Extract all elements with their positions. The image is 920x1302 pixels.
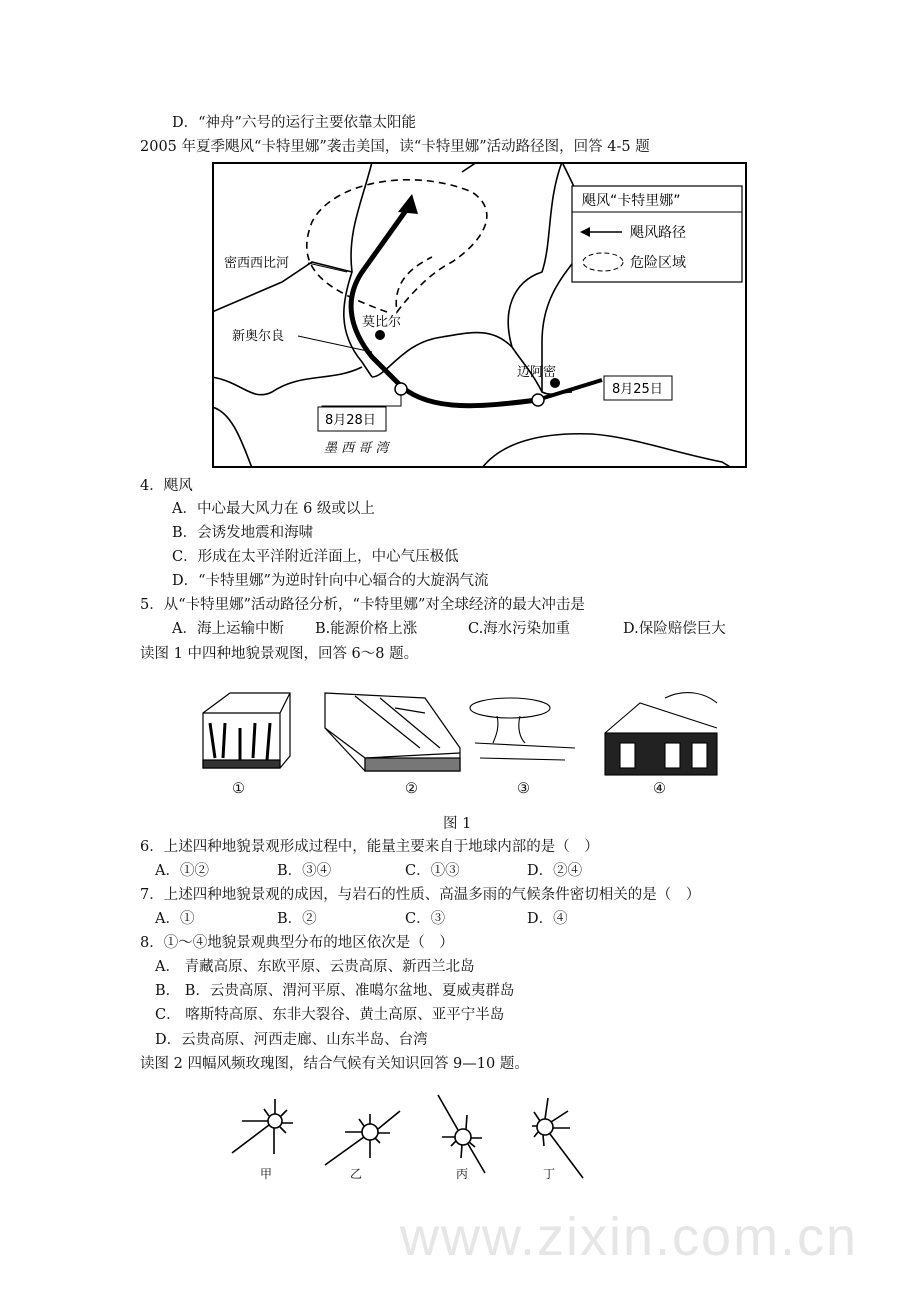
q5-option-b: B.能源价格上涨 <box>315 621 418 637</box>
legend-title: 飓风“卡特里娜” <box>582 193 681 209</box>
label-aug-28: 8月28日 <box>325 413 376 428</box>
q6-option-b: B．③④ <box>277 863 332 879</box>
intro-questions-4-5: 2005 年夏季飓风“卡特里娜”袭击美国，读“卡特里娜”活动路径图，回答 4-5 题 <box>140 139 650 155</box>
q8-option-c: C． 喀斯特高原、东非大裂谷、黄土高原、亚平宁半岛 <box>155 1007 505 1023</box>
wind-rose-label-jia: 甲 <box>260 1167 273 1181</box>
q5-option-d: D.保险赔偿巨大 <box>623 621 726 637</box>
wind-rose-ding <box>532 1098 583 1178</box>
q4-option-d: D．“卡特里娜”为逆时针向中心辐合的大旋涡气流 <box>172 573 489 589</box>
legend-path-label: 飓风路径 <box>630 225 686 241</box>
q7-option-c: C．③ <box>405 911 446 927</box>
label-new-orleans: 新奥尔良 <box>232 329 285 344</box>
q4-stem: 4．飓风 <box>140 478 193 494</box>
q8-option-b: B． B．云贵高原、渭河平原、准噶尔盆地、夏威夷群岛 <box>155 983 515 999</box>
q8-stem: 8．①～④地貌景观典型分布的地区依次是（ ） <box>140 935 454 951</box>
wind-rose-bing <box>438 1095 485 1173</box>
previous-question-option-d: D．“神舟”六号的运行主要依靠太阳能 <box>172 115 416 131</box>
label-mississippi: 密西西比河 <box>224 256 290 271</box>
q8-option-a: A． 青藏高原、东欧平原、云贵高原、新西兰北岛 <box>155 959 475 975</box>
landform-volcano-tropical <box>605 693 717 775</box>
watermark: www.zixin.com.cn <box>400 1207 859 1267</box>
wind-rose-label-ding: 丁 <box>543 1167 556 1181</box>
legend-danger-label: 危险区域 <box>630 255 686 271</box>
q6-option-a: A．①② <box>155 863 209 879</box>
hurricane-katrina-map <box>212 162 747 468</box>
landform-rift-block <box>325 693 460 771</box>
q5-option-c: C.海水污染加重 <box>468 621 571 637</box>
q5-stem: 5．从“卡特里娜”活动路径分析，“卡特里娜”对全球经济的最大冲击是 <box>140 597 585 613</box>
intro-questions-6-8: 读图 1 中四种地貌景观图，回答 6～8 题。 <box>140 646 419 662</box>
q7-option-b: B．② <box>277 911 317 927</box>
figure1-label-3: ③ <box>517 781 530 797</box>
wind-rose-yi <box>325 1111 400 1165</box>
q8-option-d: D．云贵高原、河西走廊、山东半岛、台湾 <box>155 1032 428 1048</box>
q6-option-d: D．②④ <box>527 863 583 879</box>
q4-option-a: A．中心最大风力在 6 级或以上 <box>172 501 375 517</box>
q7-option-a: A．① <box>155 911 195 927</box>
figure1-caption: 图 1 <box>443 816 472 832</box>
landform-karst-cave <box>203 693 290 768</box>
figure-1-landforms <box>195 688 725 778</box>
wind-rose-jia <box>232 1099 293 1154</box>
figure1-label-4: ④ <box>653 781 666 797</box>
q6-option-c: C．①③ <box>405 863 460 879</box>
label-mobile: 莫比尔 <box>362 315 402 330</box>
q6-stem: 6．上述四种地貌景观形成过程中，能量主要来自于地球内部的是（ ） <box>140 839 599 855</box>
label-gulf-of-mexico: 墨 西 哥 湾 <box>324 441 389 456</box>
wind-rose-label-yi: 乙 <box>350 1167 363 1181</box>
landform-mushroom-rock <box>470 698 575 760</box>
q4-option-c: C．形成在太平洋附近洋面上，中心气压极低 <box>172 549 459 565</box>
q7-stem: 7．上述四种地貌景观的成因，与岩石的性质、高温多雨的气候条件密切相关的是（ ） <box>140 887 701 903</box>
label-aug-25: 8月25日 <box>612 382 663 397</box>
intro-questions-9-10: 读图 2 四幅风频玫瑰图，结合气候有关知识回答 9—10 题。 <box>140 1056 529 1072</box>
label-miami: 迈阿密 <box>517 365 557 380</box>
q7-option-d: D．④ <box>527 911 568 927</box>
figure1-label-1: ① <box>232 781 245 797</box>
figure1-label-2: ② <box>405 781 418 797</box>
wind-rose-label-bing: 丙 <box>456 1167 469 1181</box>
q4-option-b: B．会诱发地震和海啸 <box>172 525 314 541</box>
q5-option-a: A．海上运输中断 <box>172 621 284 637</box>
